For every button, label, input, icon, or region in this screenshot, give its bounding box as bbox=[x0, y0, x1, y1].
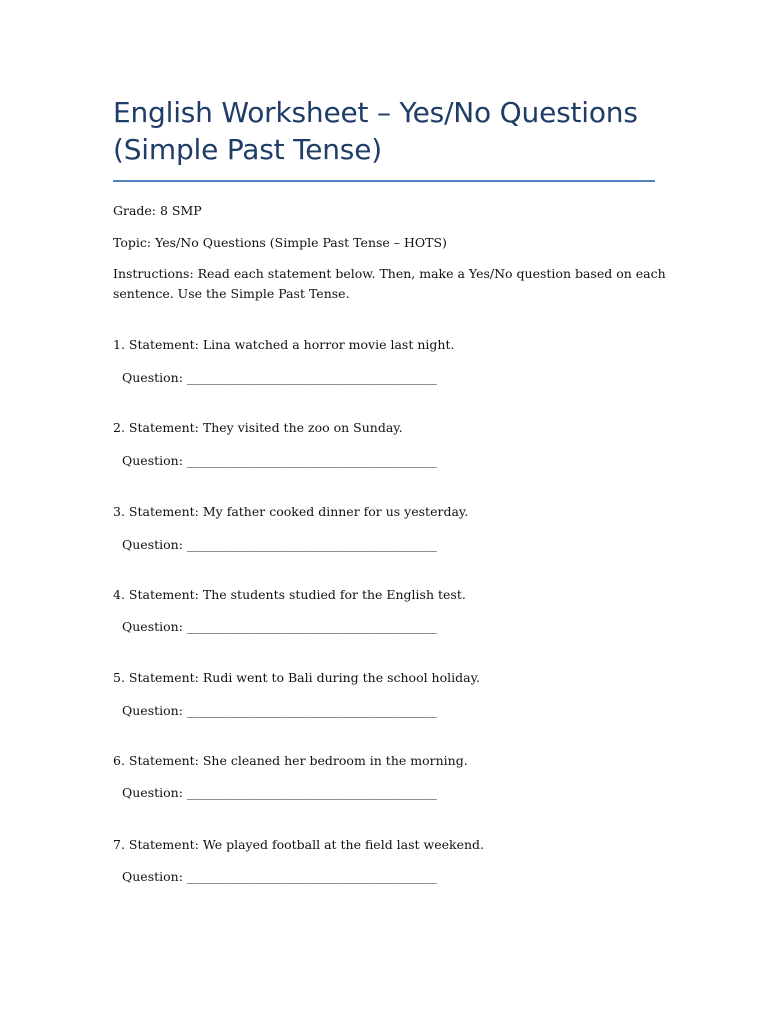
question-6: Question: ________________________________________ bbox=[122, 785, 437, 800]
question-3: Question: ________________________________________ bbox=[122, 537, 437, 552]
page-title-line-1: English Worksheet – Yes/No Questions bbox=[113, 96, 638, 129]
statement-1: 1. Statement: Lina watched a horror movie last night. bbox=[113, 337, 455, 352]
page-title-line-2: (Simple Past Tense) bbox=[113, 133, 382, 166]
title-underline bbox=[113, 180, 655, 182]
statement-4: 4. Statement: The students studied for the English test. bbox=[113, 587, 466, 602]
statement-5: 5. Statement: Rudi went to Bali during the school holiday. bbox=[113, 670, 480, 685]
statement-2: 2. Statement: They visited the zoo on Sunday. bbox=[113, 420, 403, 435]
question-5: Question: ________________________________________ bbox=[122, 703, 437, 718]
question-4: Question: ________________________________________ bbox=[122, 619, 437, 634]
question-7: Question: ________________________________________ bbox=[122, 869, 437, 884]
statement-3: 3. Statement: My father cooked dinner for us yesterday. bbox=[113, 504, 469, 519]
title-block bbox=[113, 94, 655, 168]
instructions-line-2: sentence. Use the Simple Past Tense. bbox=[113, 286, 350, 301]
question-2: Question: ________________________________________ bbox=[122, 453, 437, 468]
instructions-line-1: Instructions: Read each statement below. Then, make a Yes/No question based on each bbox=[113, 266, 666, 281]
topic-line: Topic: Yes/No Questions (Simple Past Tense – HOTS) bbox=[113, 235, 447, 250]
grade-line: Grade: 8 SMP bbox=[113, 203, 202, 218]
question-1: Question: ________________________________________ bbox=[122, 370, 437, 385]
statement-6: 6. Statement: She cleaned her bedroom in the morning. bbox=[113, 753, 468, 768]
statement-7: 7. Statement: We played football at the field last weekend. bbox=[113, 837, 485, 852]
